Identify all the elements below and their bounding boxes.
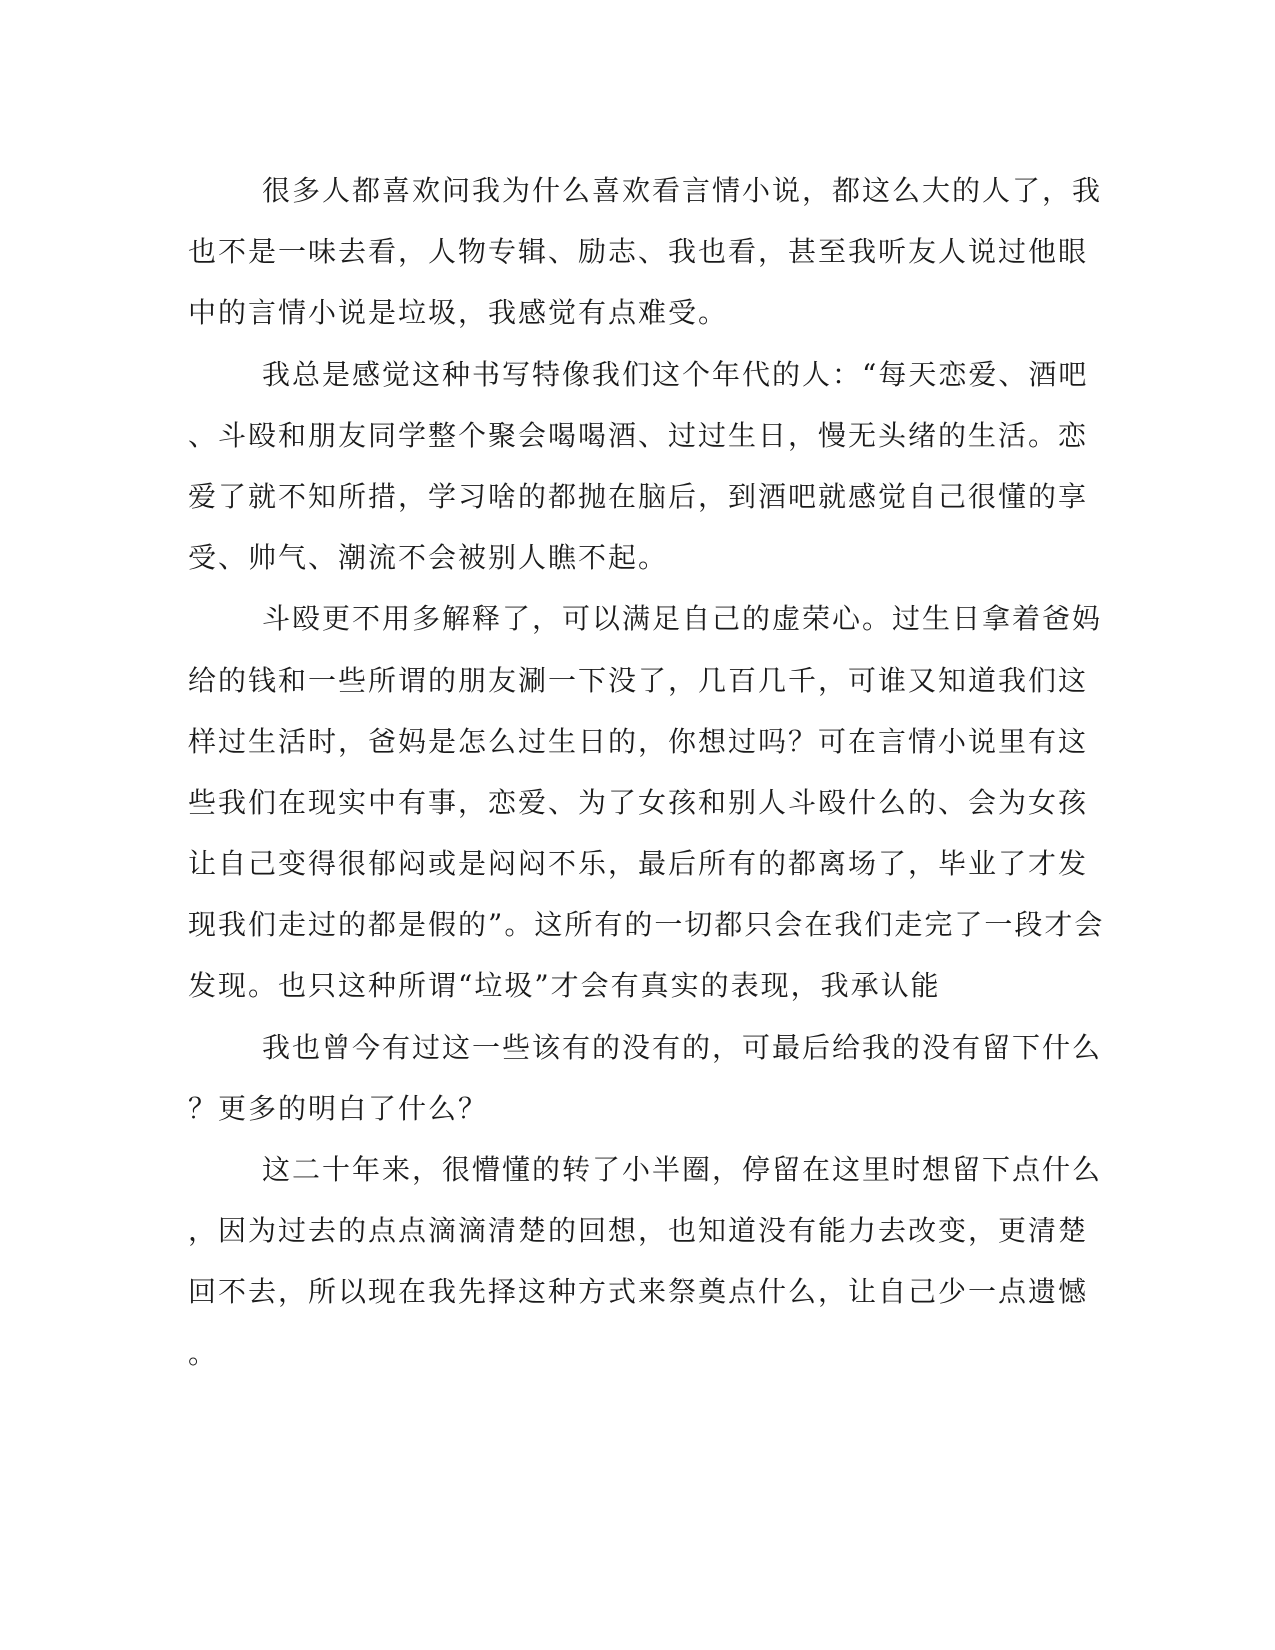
text-line: 我总是感觉这种书写特像我们这个年代的人：“每天恋爱、酒吧 — [262, 357, 1089, 391]
document-body — [188, 160, 1105, 1384]
text-line: 发现。也只这种所谓“垃圾”才会有真实的表现，我承认能 — [188, 969, 941, 1003]
text-line: 回不去，所以现在我先择这种方式来祭奠点什么，让自己少一点遗憾 — [188, 1275, 1089, 1309]
text-line: ，因为过去的点点滴滴清楚的回想，也知道没有能力去改变，更清楚 — [188, 1214, 1089, 1248]
text-line: 样过生活时，爸妈是怎么过生日的，你想过吗？可在言情小说里有这 — [188, 724, 1089, 758]
text-line: 中的言情小说是垃圾，我感觉有点难受。 — [188, 296, 729, 330]
text-line: 这二十年来，很懵懂的转了小半圈，停留在这里时想留下点什么 — [262, 1153, 1103, 1186]
text-line: 斗殴更不用多解释了，可以满足自己的虚荣心。过生日拿着爸妈 — [262, 602, 1103, 636]
text-line: 爱了就不知所措，学习啥的都抛在脑后，到酒吧就感觉自己很懂的享 — [188, 479, 1089, 513]
text-line: 。 — [188, 1336, 219, 1370]
text-line: 让自己变得很郁闷或是闷闷不乐，最后所有的都离场了，毕业了才发 — [188, 847, 1089, 881]
text-line: 也不是一味去看，人物专辑、励志、我也看，甚至我听友人说过他眼 — [188, 235, 1089, 269]
text-line: 、斗殴和朋友同学整个聚会喝喝酒、过过生日，慢无头绪的生活。恋 — [188, 418, 1089, 452]
text-line: 很多人都喜欢问我为什么喜欢看言情小说，都这么大的人了，我 — [262, 174, 1103, 207]
text-line: 现我们走过的都是假的”。这所有的一切都只会在我们走完了一段才会 — [188, 908, 1105, 942]
text-line: 受、帅气、潮流不会被别人瞧不起。 — [188, 541, 669, 575]
text-line: 我也曾今有过这一些该有的没有的，可最后给我的没有留下什么 — [262, 1030, 1103, 1064]
text-line: 给的钱和一些所谓的朋友涮一下没了，几百几千，可谁又知道我们这 — [188, 663, 1089, 697]
text-line: 些我们在现实中有事，恋爱、为了女孩和别人斗殴什么的、会为女孩 — [188, 785, 1089, 819]
text-line: ？更多的明白了什么？ — [188, 1091, 489, 1125]
